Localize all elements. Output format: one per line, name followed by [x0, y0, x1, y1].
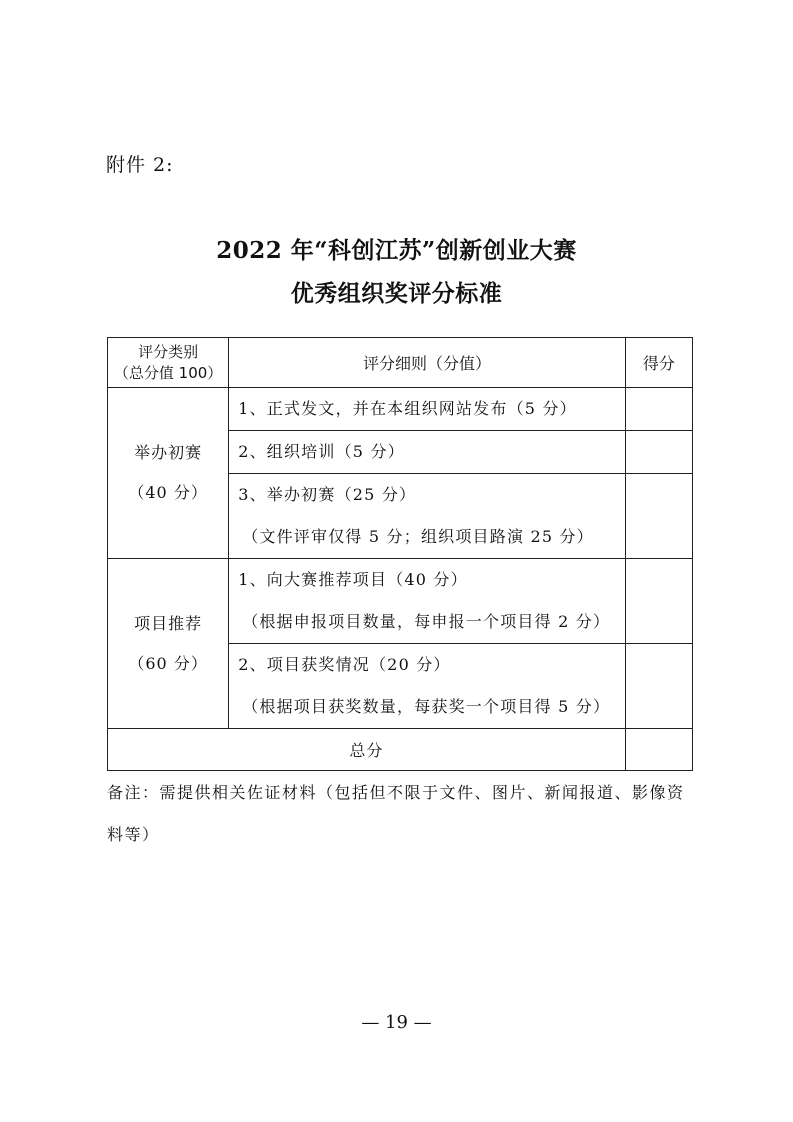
total-score-cell[interactable] — [625, 729, 692, 771]
category-cell-preliminary — [108, 388, 229, 559]
category-points: （40 分） — [128, 483, 208, 502]
header-rules: 评分细则（分值） — [229, 338, 626, 388]
category-cell-recommendation — [108, 559, 229, 729]
rule-text: 3、举办初赛（25 分） — [238, 485, 417, 504]
rule-subtext: （根据项目获奖数量，每获奖一个项目得 5 分） — [242, 697, 611, 716]
header-category-line-2: （总分值 100） — [113, 363, 223, 382]
rule-subtext: （文件评审仅得 5 分；组织项目路演 25 分） — [242, 527, 594, 546]
rule-text: 1、正式发文，并在本组织网站发布（5 分） — [238, 399, 577, 418]
scoring-table — [107, 337, 693, 771]
category-name: 举办初赛 — [134, 443, 203, 462]
document-title-line-2: 优秀组织奖评分标准 — [290, 280, 503, 307]
rule-text: 1、向大赛推荐项目（40 分） — [238, 570, 468, 589]
header-category-line-1: 评分类别 — [138, 342, 199, 361]
score-cell[interactable] — [625, 431, 692, 474]
category-points: （60 分） — [128, 653, 208, 673]
rule-text: 2、组织培训（5 分） — [238, 442, 405, 461]
table-header-row — [108, 338, 693, 388]
attachment-label: 附件 2: — [106, 154, 174, 176]
rule-cell — [229, 559, 626, 644]
total-label: 总分 — [108, 729, 626, 771]
header-category — [108, 338, 229, 388]
remarks-note: 备注：需提供相关佐证材料（包括但不限于文件、图片、新闻报道、影像资料等） — [107, 783, 685, 844]
rule-subtext: （根据申报项目数量，每申报一个项目得 2 分） — [242, 612, 611, 631]
rule-text: 2、项目获奖情况（20 分） — [238, 655, 451, 674]
score-cell[interactable] — [625, 644, 692, 729]
document-title-line-1: 2022 年“科创江苏”创新创业大赛 — [216, 237, 577, 264]
rule-cell — [229, 474, 626, 559]
rule-cell — [229, 644, 626, 729]
category-name: 项目推荐 — [134, 613, 203, 633]
rule-cell — [229, 431, 626, 474]
page-number: — 19 — — [361, 1012, 432, 1033]
table-row — [108, 388, 693, 431]
header-score: 得分 — [625, 338, 692, 388]
score-cell[interactable] — [625, 474, 692, 559]
rule-cell — [229, 388, 626, 431]
score-cell[interactable] — [625, 559, 692, 644]
score-cell[interactable] — [625, 388, 692, 431]
total-row — [108, 729, 693, 771]
table-row — [108, 559, 693, 644]
